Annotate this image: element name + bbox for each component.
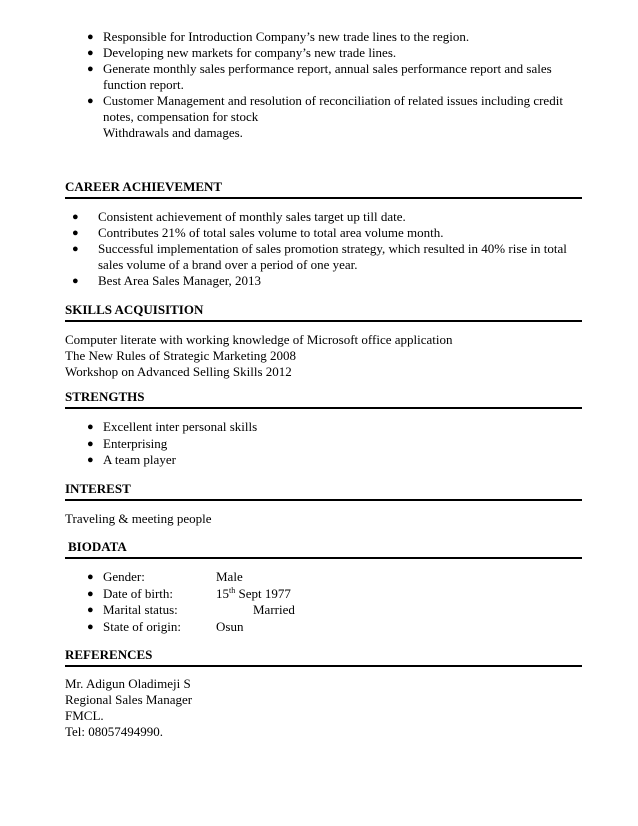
biodata-row-dob: ● Date of birth: 15th Sept 1977 <box>87 585 291 601</box>
bullet-icon: ● <box>72 243 79 255</box>
biodata-row-origin: ● State of origin: Osun <box>87 618 244 634</box>
bullet-icon: ● <box>87 454 94 466</box>
bullet-icon: ● <box>87 63 94 75</box>
list-item: ● A team player <box>87 452 176 467</box>
career-heading: CAREER ACHIEVEMENT <box>65 179 582 199</box>
list-item: ● Consistent achievement of monthly sales target up till date. <box>72 209 406 224</box>
list-item: ● Customer Management and resolution of reconciliation of related issues including credit notes, compensation for stock <box>87 93 563 124</box>
reference-line: FMCL. <box>65 708 104 723</box>
skill-line: Computer literate with working knowledge of Microsoft office application <box>65 332 453 347</box>
bullet-icon: ● <box>72 227 79 239</box>
biodata-row-gender: ● Gender: Male <box>87 569 243 584</box>
skills-heading: SKILLS ACQUISITION <box>65 302 582 322</box>
skill-line: The New Rules of Strategic Marketing 2008 <box>65 348 297 363</box>
reference-line: Regional Sales Manager <box>65 692 193 707</box>
bullet-icon: ● <box>87 604 94 616</box>
biodata-row-marital: ● Marital status: Married <box>87 602 295 617</box>
bullet-icon: ● <box>87 620 94 633</box>
list-item: ● Successful implementation of sales promotion strategy, which resulted in 40% rise in total sales volume of a brand over a period of one year. <box>72 241 567 272</box>
list-item: ● Developing new markets for company’s new trade lines. <box>87 45 397 60</box>
bullet-icon: ● <box>72 211 79 223</box>
bullet-icon: ● <box>87 421 94 433</box>
references-heading: REFERENCES <box>65 647 582 667</box>
bullet-icon: ● <box>87 95 94 107</box>
interest-heading: INTEREST <box>65 481 582 501</box>
list-item: ● Best Area Sales Manager, 2013 <box>72 273 262 288</box>
bullet-icon: ● <box>87 437 94 450</box>
bullet-icon: ● <box>87 31 94 43</box>
reference-line: Mr. Adigun Oladimeji S <box>65 676 191 691</box>
bullet-icon: ● <box>87 587 94 600</box>
list-item-continuation: Withdrawals and damages. <box>103 125 243 140</box>
strengths-list <box>87 419 583 468</box>
list-item: ● Generate monthly sales performance report, annual sales performance report and sales function report. <box>87 61 552 92</box>
skill-line: Workshop on Advanced Selling Skills 2012 <box>65 364 292 379</box>
references-text <box>65 676 192 740</box>
career-list <box>72 209 583 289</box>
bullet-icon: ● <box>87 47 94 59</box>
bullet-icon: ● <box>72 275 79 287</box>
strengths-heading: STRENGTHS <box>65 389 582 409</box>
list-item: ● Excellent inter personal skills <box>87 419 258 434</box>
skills-text <box>65 332 453 380</box>
reference-line: Tel: 08057494990. <box>65 724 164 739</box>
list-item: ● Responsible for Introduction Company’s new trade lines to the region. <box>87 29 470 44</box>
biodata-list <box>87 569 583 635</box>
responsibilities-list <box>87 29 583 141</box>
bullet-icon: ● <box>87 571 94 583</box>
list-item: ● Contributes 21% of total sales volume to total area volume month. <box>72 225 444 240</box>
interest-text: Traveling & meeting people <box>65 511 212 526</box>
list-item: ● Enterprising <box>87 435 168 451</box>
biodata-heading: BIODATA <box>65 539 582 559</box>
